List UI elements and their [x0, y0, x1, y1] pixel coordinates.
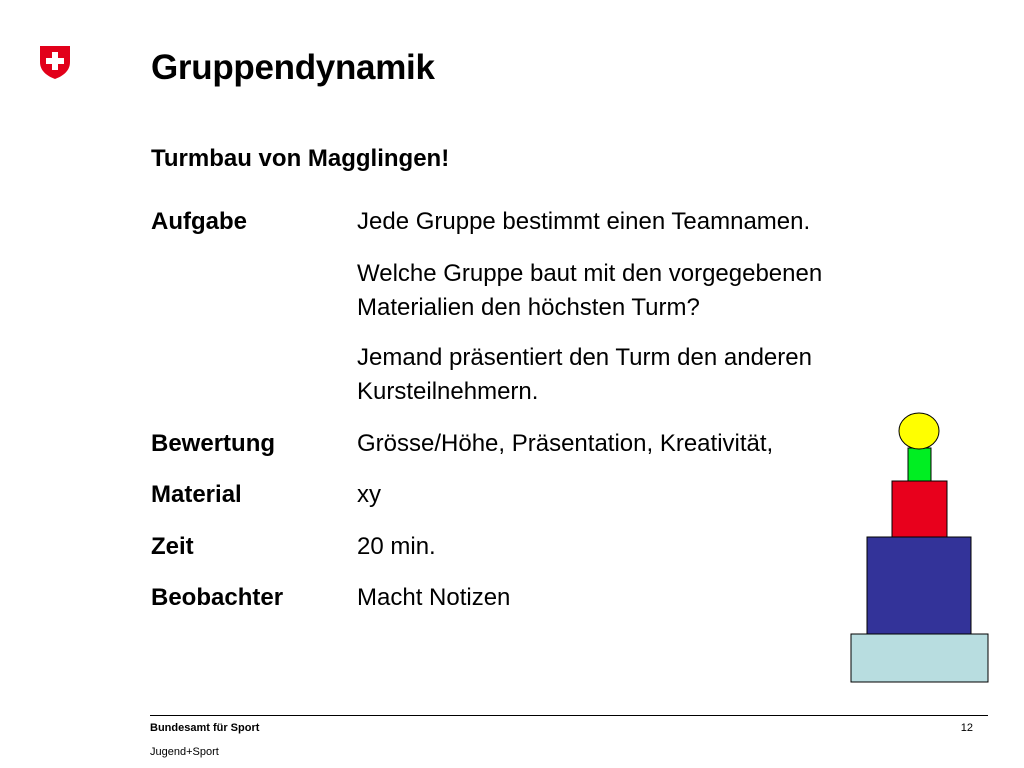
tower-base-block — [851, 634, 988, 682]
page-title: Gruppendynamik — [151, 48, 435, 87]
row-label: Bewertung — [151, 430, 276, 457]
row-value: Kursteilnehmern. — [357, 378, 539, 405]
footer-divider — [150, 715, 988, 716]
page-subtitle: Turmbau von Magglingen! — [151, 145, 450, 172]
row-value: Materialien den höchsten Turm? — [357, 294, 700, 321]
row-value: Jede Gruppe bestimmt einen Teamnamen. — [357, 208, 811, 235]
page-number: 12 — [960, 722, 973, 734]
row-value: Jemand präsentiert den Turm den anderen — [357, 344, 812, 371]
row-value: Macht Notizen — [357, 584, 511, 611]
row-label: Material — [151, 481, 242, 508]
tower-middle-block — [867, 537, 971, 634]
swiss-cross-logo — [38, 44, 72, 80]
row-label: Beobachter — [151, 584, 284, 611]
row-value: Welche Gruppe baut mit den vorgegebenen — [357, 260, 823, 287]
row-label: Aufgabe — [151, 208, 247, 235]
tower-top-circle — [899, 413, 939, 449]
cross-horizontal — [46, 58, 64, 64]
footer-organization: Bundesamt für Sport — [150, 722, 260, 734]
tower-upper-block — [892, 481, 947, 537]
row-value: xy — [357, 481, 381, 508]
footer-sub-organization: Jugend+Sport — [150, 746, 219, 758]
tower-neck-block — [908, 448, 931, 481]
row-label: Zeit — [151, 533, 194, 560]
row-value: Grösse/Höhe, Präsentation, Kreativität, — [357, 430, 774, 457]
row-value: 20 min. — [357, 533, 436, 560]
